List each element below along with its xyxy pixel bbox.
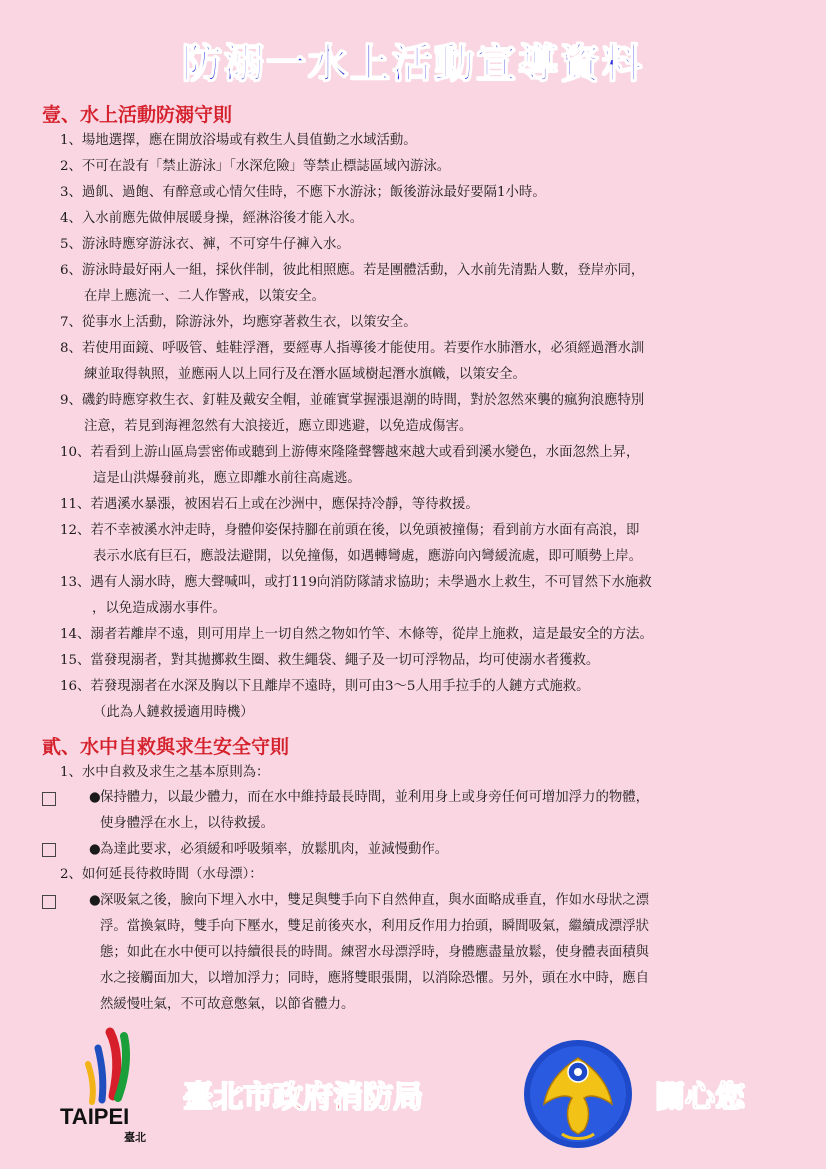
bullet-3-line-2: 浮。當換氣時，雙手向下壓水，雙足前後夾水，利用反作用力抬頭，瞬間吸氣，繼續成漂浮狀 <box>100 919 650 934</box>
bullet-3-line-5: 然緩慢吐氣，不可故意憋氣，以節省體力。 <box>100 997 355 1012</box>
bullet-1-line-1: 保持體力，以最少體力，而在水中維持最長時間，並利用身上或身旁任何可增加浮力的物體， <box>100 790 650 805</box>
rule-item: 16、若發現溺者在水深及胸以下且離岸不遠時，則可由3～5人用手拉手的人鏈方式施救。 <box>60 679 590 694</box>
taipei-logo-text: TAIPEI <box>60 1104 130 1129</box>
page-title: 防溺一水上活動宣導資料 <box>182 41 644 87</box>
taipei-logo <box>58 1024 158 1144</box>
rule-item-continuation: 表示水底有巨石，應設法避開，以免撞傷，如遇轉彎處，應游向內彎緩流處，即可順勢上岸。 <box>93 549 643 564</box>
rule-item: 11、若遇溪水暴漲，被困岩石上或在沙洲中，應保持冷靜，等待救援。 <box>60 497 479 512</box>
section-heading-2: 貳、水中自救與求生安全守則 <box>42 736 290 758</box>
rule-item-continuation: ，以免造成溺水事件。 <box>92 601 226 616</box>
fire-department-emblem-icon <box>522 1038 634 1150</box>
bullet-3-line-3: 態；如此在水中便可以持續很長的時間。練習水母漂浮時，身體應盡量放鬆，使身體表面積與 <box>100 945 650 960</box>
rule-item-continuation: （此為人鏈救援適用時機） <box>93 705 254 720</box>
rule-item: 8、若使用面鏡、呼吸管、蛙鞋浮潛，要經專人指導後才能使用。若要作水肺潛水，必須經過潛水訓 <box>60 341 645 356</box>
rule-item: 15、當發現溺者，對其拋擲救生圈、救生繩袋、繩子及一切可浮物品，均可使溺水者獲救。 <box>60 653 600 668</box>
rule-item: 12、若不幸被溪水沖走時，身體仰姿保持腳在前頭在後，以免頭被撞傷；看到前方水面有高浪，即 <box>60 523 640 538</box>
rule-item-continuation: 在岸上應流一、二人作警戒，以策安全。 <box>84 289 326 304</box>
rule-item: 7、從事水上活動，除游泳外，均應穿著救生衣，以策安全。 <box>60 315 417 330</box>
rule-item: 14、溺者若離岸不遠，則可用岸上一切自然之物如竹竿、木條等，從岸上施救，這是最安全的方法。 <box>60 627 653 642</box>
slogan: 關心您 <box>655 1080 745 1115</box>
subsection-2-heading: 2、如何延長待救時間（水母漂）： <box>60 867 263 882</box>
bullet-3-line-4: 水之接觸面加大，以增加浮力；同時，應將雙眼張開，以消除恐懼。另外，頭在水中時，應自 <box>100 971 650 986</box>
rule-item: 4、入水前應先做伸展暖身操，經淋浴後才能入水。 <box>60 211 364 226</box>
rule-item: 3、過飢、過飽、有醉意或心情欠佳時，不應下水游泳；飯後游泳最好要隔1小時。 <box>60 185 546 200</box>
subsection-1-heading: 1、水中自救及求生之基本原則為： <box>60 765 270 780</box>
rule-item: 1、場地選擇，應在開放浴場或有救生人員值勤之水域活動。 <box>60 133 417 148</box>
bullet-3-glyph: ● <box>89 893 101 908</box>
checkbox-3[interactable] <box>42 895 56 909</box>
checkbox-1[interactable] <box>42 792 56 806</box>
rule-item: 13、遇有人溺水時，應大聲喊叫，或打119向消防隊請求協助；未學過水上救生，不可冒然下水施救 <box>60 575 652 590</box>
department-name: 臺北市政府消防局 <box>183 1080 423 1115</box>
section-heading-1: 壹、水上活動防溺守則 <box>42 104 233 126</box>
rule-item: 9、磯釣時應穿救生衣、釘鞋及戴安全帽，並確實掌握漲退潮的時間，對於忽然來襲的瘋狗浪應特別 <box>60 393 645 408</box>
rule-item-continuation: 注意，若見到海裡忽然有大浪接近，應立即逃避，以免造成傷害。 <box>84 419 473 434</box>
rule-item: 10、若看到上游山區烏雲密佈或聽到上游傳來隆隆聲響越來越大或看到溪水變色，水面忽然上昇， <box>60 445 640 460</box>
rule-item-continuation: 練並取得執照，並應兩人以上同行及在潛水區域樹起潛水旗幟，以策安全。 <box>84 367 526 382</box>
bullet-2-line-1: 為達此要求，必須緩和呼吸頻率，放鬆肌肉，並減慢動作。 <box>100 842 449 857</box>
checkbox-2[interactable] <box>42 843 56 857</box>
rule-item: 5、游泳時應穿游泳衣、褲，不可穿牛仔褲入水。 <box>60 237 350 252</box>
rule-item: 2、不可在設有「禁止游泳」「水深危險」等禁止標誌區域內游泳。 <box>60 159 451 174</box>
bullet-2-glyph: ● <box>89 842 101 857</box>
bullet-1-glyph: ● <box>89 790 101 805</box>
bullet-3-line-1: 深吸氣之後，臉向下埋入水中，雙足與雙手向下自然伸直，與水面略成垂直，作如水母狀之漂 <box>100 893 650 908</box>
rule-item-continuation: 這是山洪爆發前兆，應立即離水前往高處逃。 <box>93 471 361 486</box>
taipei-logo-subtext: 臺北 <box>124 1131 146 1144</box>
bullet-1-line-2: 使身體浮在水上，以待救援。 <box>100 816 275 831</box>
rule-item: 6、游泳時最好兩人一組，採伙伴制，彼此相照應。若是團體活動，入水前先清點人數，登岸亦同， <box>60 263 645 278</box>
